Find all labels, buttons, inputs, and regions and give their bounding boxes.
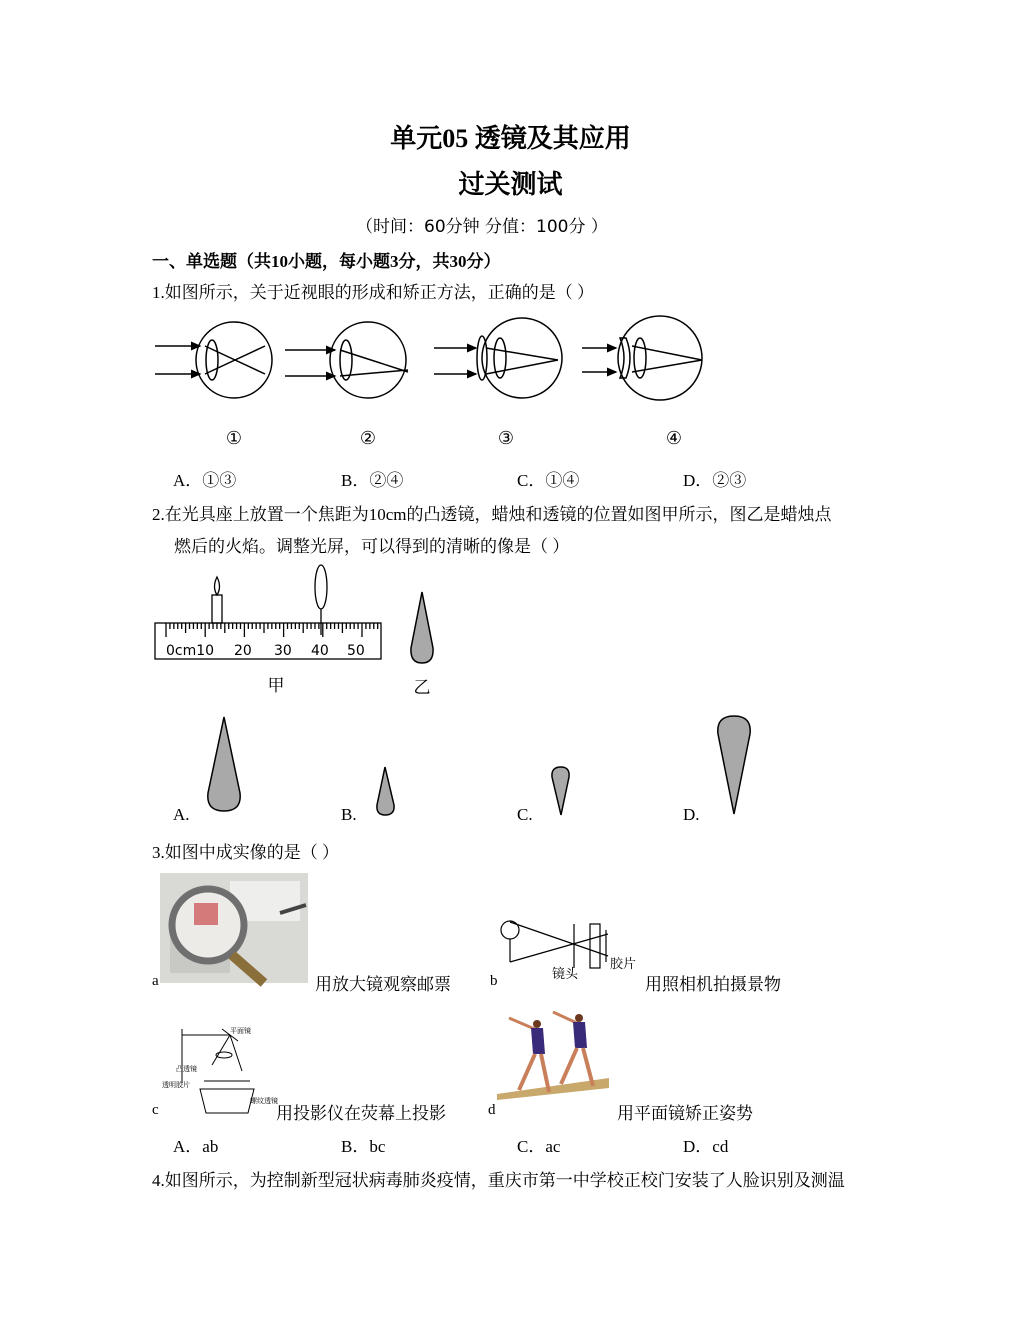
question-2-text-line2: 燃后的火焰。调整光屏，可以得到的清晰的像是（ ） <box>174 537 570 556</box>
ruler-label-50: 50 <box>347 643 365 659</box>
q1-eye-figure <box>150 312 710 449</box>
projector-diagram <box>160 1025 280 1115</box>
q2-option-c-flame <box>548 765 578 825</box>
eye-label-3: ③ <box>497 428 515 449</box>
projector-condenser-label: 螺纹透镜 <box>250 1097 278 1105</box>
projector-slide-label: 透明胶片 <box>162 1081 190 1089</box>
q2-flame-yi <box>404 588 444 718</box>
q3-item-b-letter: b <box>490 973 498 989</box>
q3-item-c-caption: 用投影仪在荧幕上投影 <box>276 1104 446 1123</box>
magnifier-photo <box>160 873 308 983</box>
film <box>590 924 600 968</box>
q2-option-a-flame <box>202 715 252 815</box>
eye-label-4: ④ <box>665 428 683 449</box>
projector-lens-label: 凸透镜 <box>176 1065 197 1073</box>
q3-option-a[interactable]: A．ab <box>173 1137 219 1156</box>
q1-option-b[interactable]: B．②④ <box>341 471 404 490</box>
eye-diagram-4 <box>582 316 702 400</box>
gymnasts-photo <box>497 1008 609 1100</box>
section-heading: 一、单选题（共10小题，每小题3分，共30分） <box>152 252 501 271</box>
q2-option-b[interactable]: B. <box>341 805 357 824</box>
question-1-text: 1.如图所示，关于近视眼的形成和矫正方法，正确的是（ ） <box>152 283 594 302</box>
figure-jia-label: 甲 <box>267 676 285 696</box>
q3-item-a-letter: a <box>152 973 159 989</box>
q2-option-b-flame <box>372 765 402 825</box>
q3-item-a-caption: 用放大镜观察邮票 <box>315 975 451 994</box>
question-3-text: 3.如图中成实像的是（ ） <box>152 843 339 862</box>
eye-diagram-1 <box>155 322 272 398</box>
q2-option-d-flame <box>712 712 762 822</box>
ruler-label-40: 40 <box>311 643 329 659</box>
eye-diagram-3 <box>434 318 562 398</box>
eye-label-2: ② <box>359 428 377 449</box>
stamp <box>194 903 218 925</box>
ruler-label-30: 30 <box>274 643 292 659</box>
page-subtitle: 过关测试 <box>458 170 563 199</box>
question-2-text-line1: 2.在光具座上放置一个焦距为10cm的凸透镜，蜡烛和透镜的位置如图甲所示，图乙是蜡烛点 <box>152 505 832 524</box>
camera-diagram <box>496 912 646 982</box>
question-4-text: 4.如图所示，为控制新型冠状病毒肺炎疫情，重庆市第一中学校正校门安装了人脸识别及测温 <box>152 1171 845 1190</box>
q2-option-d[interactable]: D. <box>683 805 700 824</box>
camera-film-label: 胶片 <box>610 957 637 972</box>
projector-mirror-label: 平面镜 <box>230 1027 251 1035</box>
ruler-label-20: 20 <box>234 643 252 659</box>
q3-item-c-letter: c <box>152 1102 159 1118</box>
q3-option-b[interactable]: B．bc <box>341 1137 386 1156</box>
q1-option-d[interactable]: D．②③ <box>683 471 747 490</box>
q3-item-d-letter: d <box>488 1102 496 1118</box>
q2-option-a[interactable]: A. <box>173 805 190 824</box>
q3-item-b-caption: 用照相机拍摄景物 <box>645 975 781 994</box>
page-title: 单元05 透镜及其应用 <box>390 124 631 153</box>
eye-diagram-2 <box>285 322 408 398</box>
q1-option-a[interactable]: A．①③ <box>173 471 237 490</box>
q3-option-c[interactable]: C．ac <box>517 1137 561 1156</box>
camera-lens-label: 镜头 <box>552 967 579 982</box>
q3-option-d[interactable]: D．cd <box>683 1137 729 1156</box>
ruler-label-0: 0cm10 <box>166 643 215 659</box>
figure-yi-label: 乙 <box>413 678 431 698</box>
q2-option-c[interactable]: C. <box>517 805 533 824</box>
candle <box>212 595 222 623</box>
q3-item-d-caption: 用平面镜矫正姿势 <box>617 1104 753 1123</box>
candle-flame <box>215 577 220 595</box>
exam-meta: （时间：60分钟 分值：100分 ） <box>356 217 608 237</box>
ruler-ticks <box>166 623 378 637</box>
convex-lens <box>315 565 327 609</box>
q1-option-c[interactable]: C．①④ <box>517 471 580 490</box>
eye-label-1: ① <box>225 428 243 449</box>
